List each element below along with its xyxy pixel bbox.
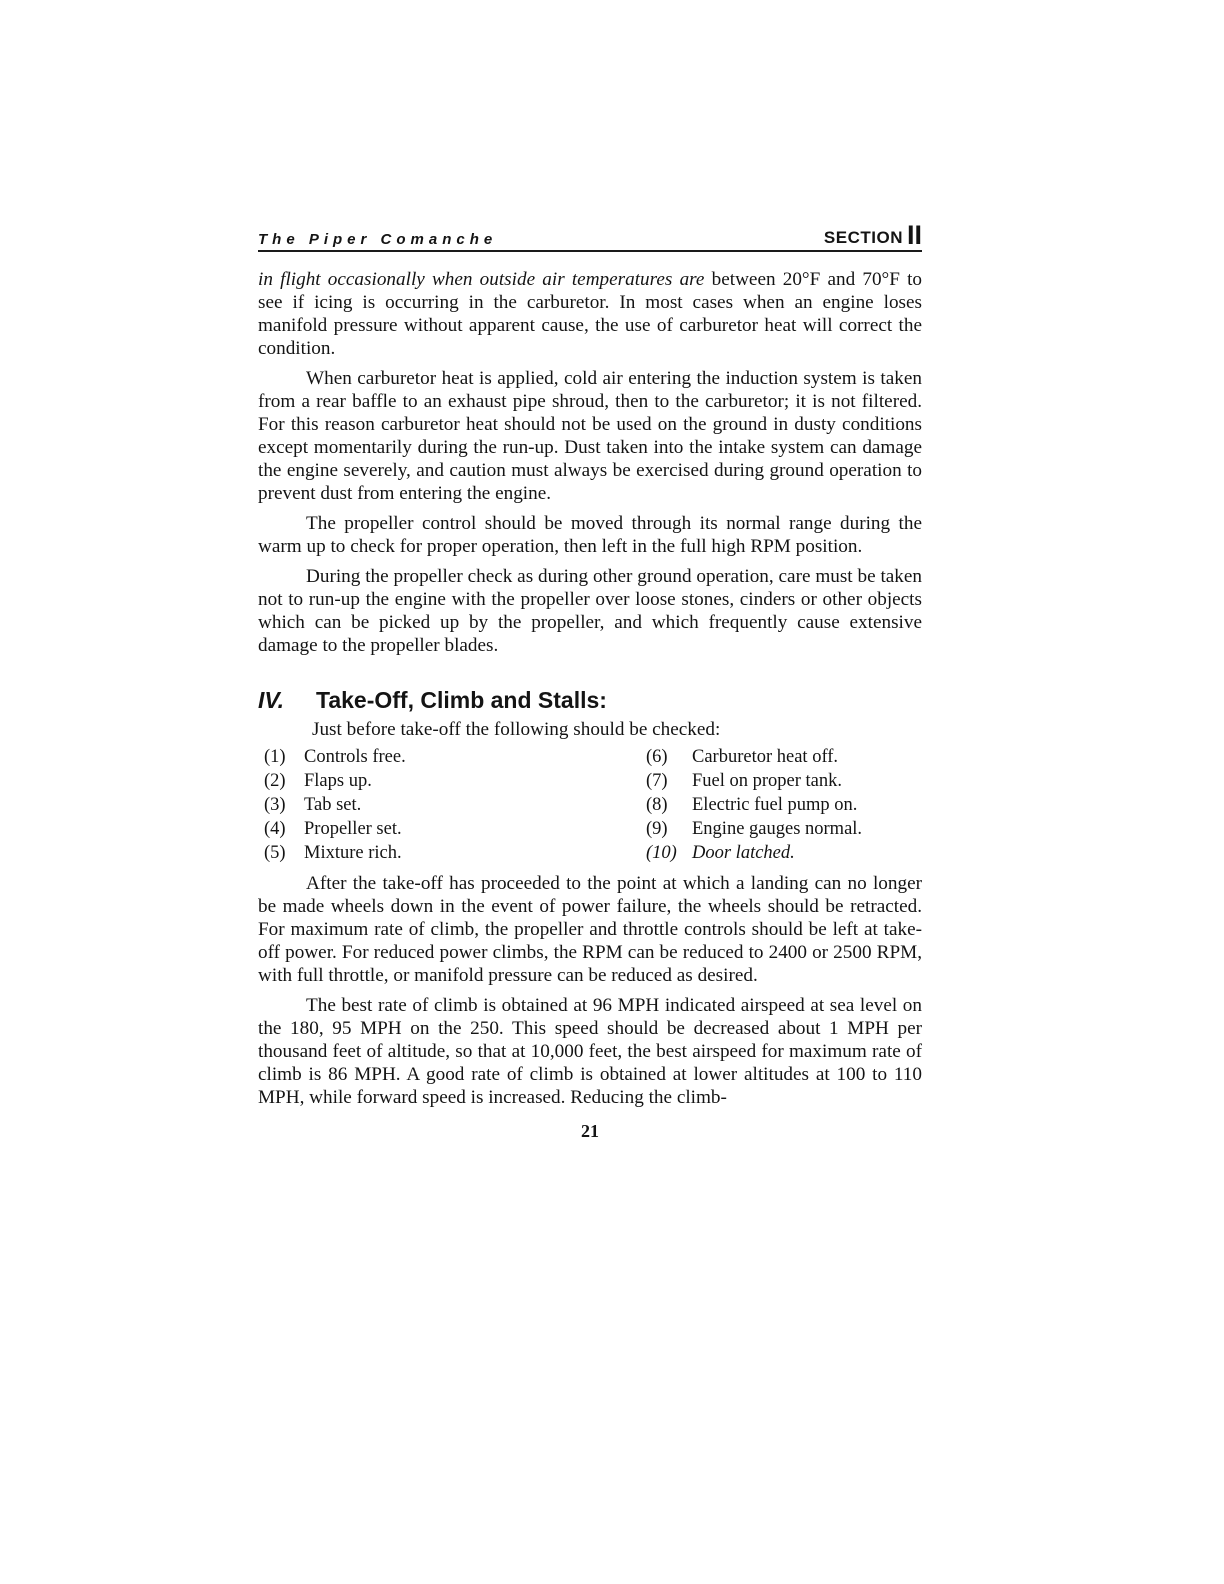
- checklist-item-label: Electric fuel pump on.: [692, 795, 858, 815]
- paragraph-lead-italic: in flight occasionally when outside air temperatures are: [258, 269, 705, 290]
- checklist-item-number: (7): [646, 771, 668, 791]
- checklist-item: [258, 745, 646, 769]
- checklist-item-label: Tab set.: [304, 795, 362, 815]
- checklist-item-label: Flaps up.: [304, 771, 372, 791]
- checklist-item: [646, 769, 922, 793]
- takeoff-checklist: [258, 745, 922, 865]
- paragraph-climb-rate: The best rate of climb is obtained at 96 MPH indicated airspeed at sea level on the 180, 95 MPH on the 250. This speed should be decreased about 1 MPH per thousand feet of altitude, so that at 10,000 feet, the best airspeed for maximum rate of climb is 86 MPH. A good rate of climb is obtained at lower altitudes at 100 to 110 MPH, while forward speed is increased. Reducing the climb-: [258, 995, 922, 1108]
- checklist-item: [646, 745, 922, 769]
- section-number: II: [906, 220, 922, 250]
- checklist-item: [258, 793, 646, 817]
- checklist-item-number: (1): [264, 747, 286, 767]
- checklist-item-label: Fuel on proper tank.: [692, 771, 843, 791]
- paragraph-continuation: between 20°F and 70°F to see if icing is occurring in the carburetor. In most cases when an engine loses manifold pressure without apparent cause, the use of carburetor heat will correct the condition.: [258, 269, 923, 359]
- page-number: 21: [581, 1121, 599, 1141]
- checklist-item-number: (10): [646, 843, 677, 863]
- checklist-item-label: Propeller set.: [304, 819, 402, 839]
- paragraph-propeller-check: During the propeller check as during other ground operation, care must be taken not to run-up the engine with the propeller over loose stones, cinders or other objects which can be picked up by the propeller, and which frequently cause extensive damage to the propeller blades.: [258, 566, 922, 656]
- checklist-item-number: (9): [646, 819, 668, 839]
- checklist-item-number: (8): [646, 795, 668, 815]
- checklist-item-number: (2): [264, 771, 286, 791]
- checklist-item: [258, 769, 646, 793]
- running-header: [258, 212, 922, 252]
- section-heading-number: IV.: [258, 687, 285, 713]
- checklist-item: [646, 841, 922, 865]
- manual-title: The Piper Comanche: [258, 231, 498, 248]
- paragraph-carburetor-heat: When carburetor heat is applied, cold air entering the induction system is taken from a rear baffle to an exhaust pipe shroud, then to the carburetor; it is not filtered. For this reason carburetor heat should not be used on the ground in dusty conditions except momentarily during the run-up. Dust taken into the intake system can damage the engine severely, and caution must always be exercised during ground operation to prevent dust from entering the engine.: [258, 368, 922, 504]
- section-word: SECTION: [823, 228, 903, 247]
- checklist-item-number: (6): [646, 747, 668, 767]
- checklist-item-label: Controls free.: [304, 747, 406, 767]
- checklist-item-label: Mixture rich.: [304, 843, 402, 863]
- paragraph-carburetor-icing: [258, 268, 922, 360]
- section-label: [824, 222, 922, 248]
- checklist-item-number: (3): [264, 795, 286, 815]
- checklist-item-label: Engine gauges normal.: [692, 819, 863, 839]
- checklist-item: [258, 817, 646, 841]
- checklist-item-number: (4): [264, 819, 286, 839]
- checklist-item-label: Door latched.: [692, 843, 795, 863]
- checklist-item: [646, 793, 922, 817]
- section-heading-title: Take-Off, Climb and Stalls:: [316, 687, 607, 713]
- checklist-item: [258, 841, 646, 865]
- checklist-intro: Just before take-off the following should be checked:: [312, 719, 721, 740]
- checklist-item-number: (5): [264, 843, 286, 863]
- checklist-item-label: Carburetor heat off.: [692, 747, 839, 767]
- checklist-item: [646, 817, 922, 841]
- paragraph-propeller-control: The propeller control should be moved through its normal range during the warm up to check for proper operation, then left in the full high RPM position.: [258, 513, 922, 557]
- paragraph-gear-retraction: After the take-off has proceeded to the point at which a landing can no longer be made wheels down in the event of power failure, the wheels should be retracted. For maximum rate of climb, the propeller and throttle controls should be left at take-off power. For reduced power climbs, the RPM can be reduced to 2400 or 2500 RPM, with full throttle, or manifold pressure can be reduced as desired.: [258, 873, 922, 986]
- document-page: [258, 212, 922, 1142]
- section-heading: [258, 687, 922, 714]
